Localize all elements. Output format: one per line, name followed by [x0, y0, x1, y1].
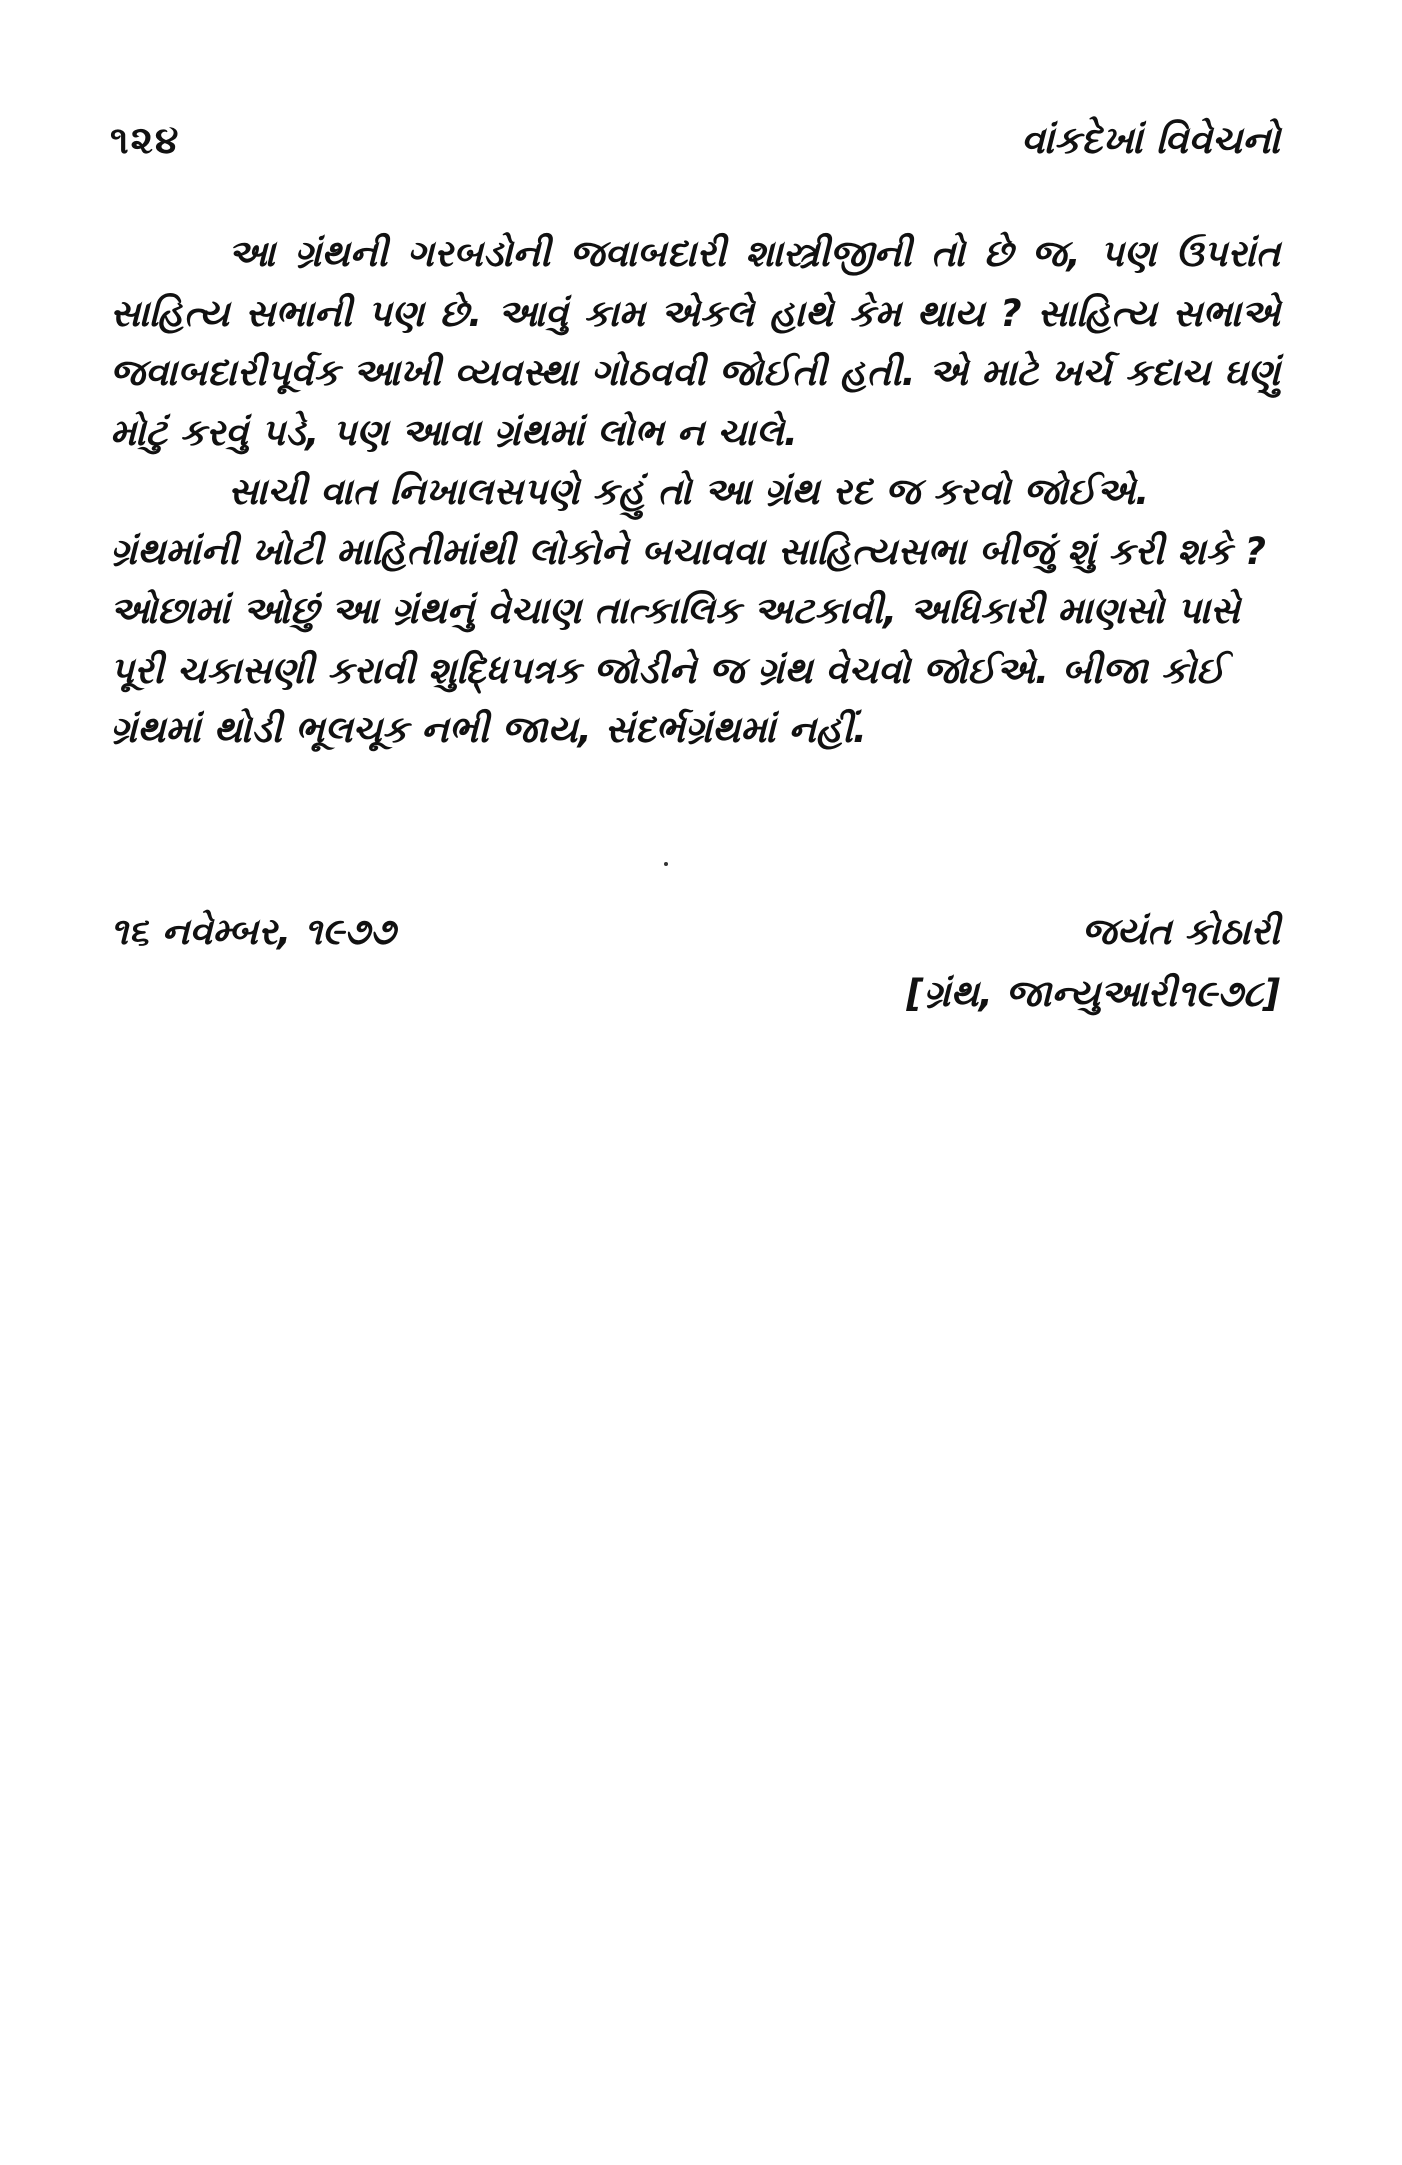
signoff-source: [ગ્રંથ, જાન્યુઆરી૧૯૭૮]: [906, 972, 1280, 1015]
ink-speck: [664, 862, 668, 866]
paragraph-1: આ ગ્રંથની ગરબડોની જવાબદારી શાસ્ત્રીજીની તો છે જ, પણ ઉપરાંત સાહિત્ય સભાની પણ છે. આવું કામ એકલે હાથે કેમ થાય ? સાહિત્ય સભાએ જવાબદારીપૂર્વક આખી વ્યવસ્થા ગોઠવવી જોઈતી હતી. એ માટે ખર્ચ કદાચ ઘણું મોટું કરવું પડે, પણ આવા ગ્રંથમાં લોભ ન ચાલે.: [110, 232, 1280, 454]
paragraph-2: સાચી વાત નિખાલસપણે કહું તો આ ગ્રંથ રદ જ કરવો જોઈએ. ગ્રંથમાંની ખોટી માહિતીમાંથી લોકોને બચાવવા સાહિત્યસભા બીજું શું કરી શકે ? ઓછામાં ઓછું આ ગ્રંથનું વેચાણ તાત્કાલિક અટકાવી, અધિકારી માણસો પાસે પૂરી ચકાસણી કરાવી શુદ્ધિપત્રક જોડીને જ ગ્રંથ વેચવો જોઈએ. બીજા કોઈ ગ્રંથમાં થોડી ભૂલચૂક નભી જાય, સંદર્ભગ્રંથમાં નહીં.: [110, 470, 1267, 751]
signoff-block: [110, 910, 1280, 1040]
page-number: ૧૨૪: [110, 118, 181, 162]
running-title: વાંકદેખાં વિવેચનો: [1021, 118, 1280, 162]
signoff-date: ૧૬ નવેમ્બર, ૧૯૭૭: [110, 910, 396, 953]
running-head: [110, 118, 1280, 178]
body-text: [110, 224, 1280, 760]
signoff-author: જયંત કોઠારી: [1081, 910, 1280, 953]
